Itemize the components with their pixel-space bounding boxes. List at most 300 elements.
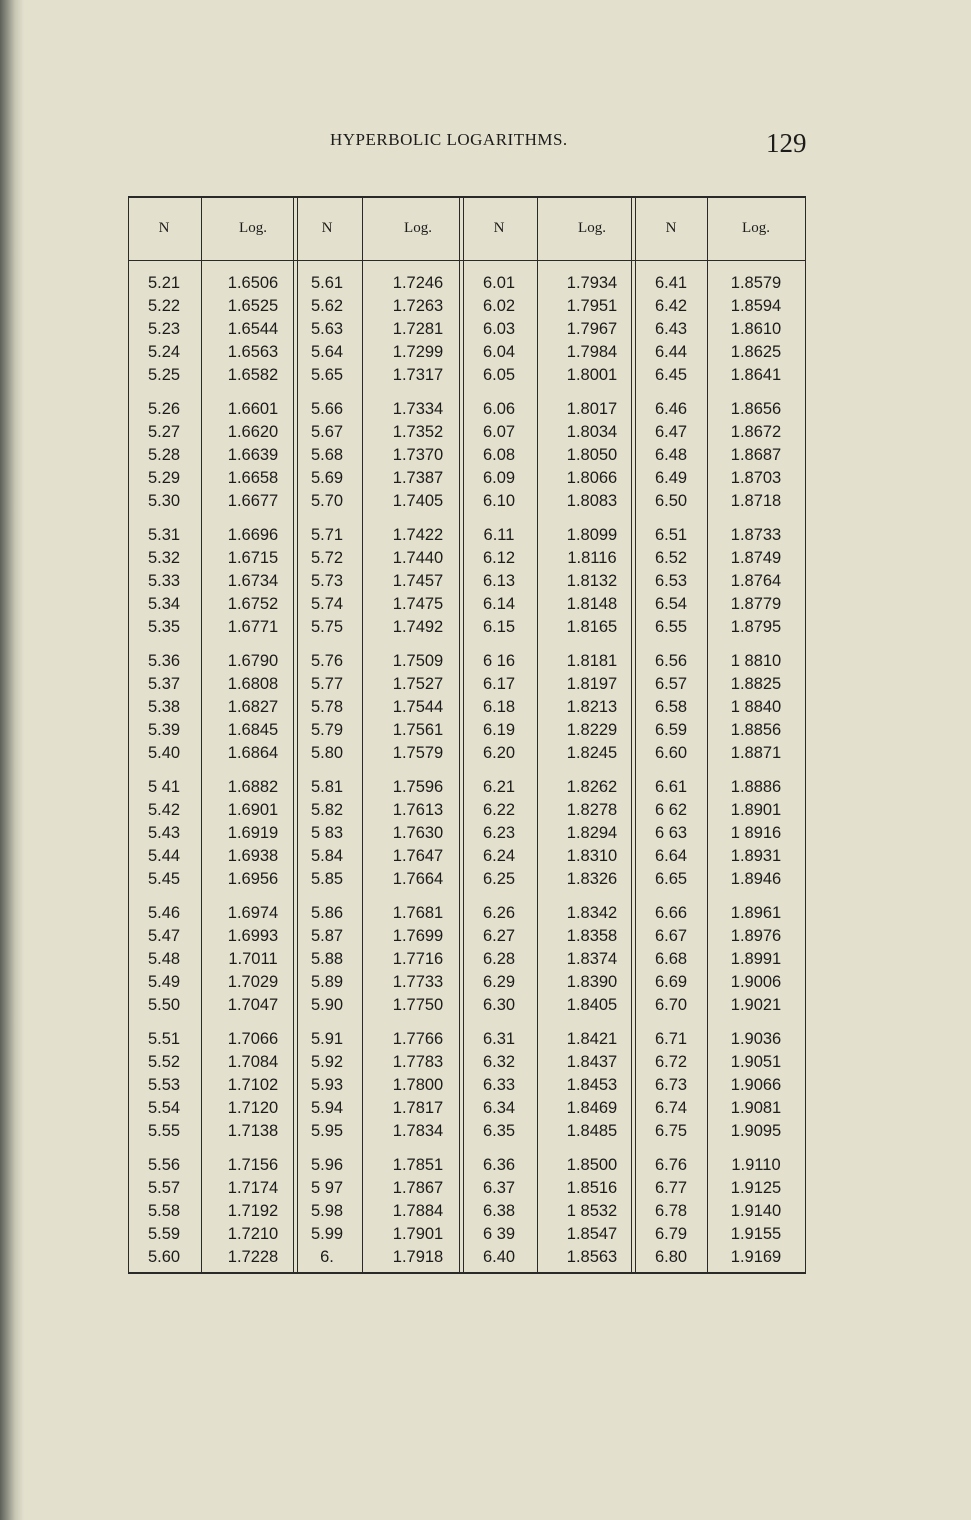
n-value-cell: 6.36 <box>482 1156 516 1174</box>
log-value-cell: 1.8405 <box>566 996 618 1014</box>
log-value-cell: 1.6696 <box>227 526 279 544</box>
table-row <box>129 1030 805 1053</box>
log-value-cell: 1 8916 <box>730 824 782 842</box>
n-value-cell: 6.46 <box>654 400 688 418</box>
n-value-cell: 6.33 <box>482 1076 516 1094</box>
table-row <box>129 1225 805 1248</box>
log-value-cell: 1.7596 <box>392 778 444 796</box>
log-value-cell: 1.8165 <box>566 618 618 636</box>
table-row <box>129 847 805 870</box>
n-value-cell: 5.75 <box>310 618 344 636</box>
n-value-cell: 6.69 <box>654 973 688 991</box>
log-value-cell: 1.6506 <box>227 274 279 292</box>
page-number: 129 <box>766 128 807 158</box>
n-value-cell: 5.85 <box>310 870 344 888</box>
log-value-cell: 1.8976 <box>730 927 782 945</box>
n-value-cell: 5.55 <box>147 1122 181 1140</box>
log-value-cell: 1.6993 <box>227 927 279 945</box>
log-value-cell: 1.7210 <box>227 1225 279 1243</box>
log-value-cell: 1.6601 <box>227 400 279 418</box>
log-value-cell: 1.6956 <box>227 870 279 888</box>
log-value-cell: 1.8485 <box>566 1122 618 1140</box>
column-header: N <box>321 220 333 236</box>
n-value-cell: 6.35 <box>482 1122 516 1140</box>
log-value-cell: 1.8687 <box>730 446 782 464</box>
table-row <box>129 549 805 572</box>
n-value-cell: 6.23 <box>482 824 516 842</box>
n-value-cell: 6.79 <box>654 1225 688 1243</box>
n-value-cell: 5.30 <box>147 492 181 510</box>
n-value-cell: 6.58 <box>654 698 688 716</box>
n-value-cell: 6 39 <box>482 1225 516 1243</box>
n-value-cell: 5.73 <box>310 572 344 590</box>
log-value-cell: 1.8946 <box>730 870 782 888</box>
n-value-cell: 5.63 <box>310 320 344 338</box>
n-value-cell: 6.74 <box>654 1099 688 1117</box>
n-value-cell: 6.18 <box>482 698 516 716</box>
n-value-cell: 6.67 <box>654 927 688 945</box>
table-row <box>129 297 805 320</box>
log-value-cell: 1.7867 <box>392 1179 444 1197</box>
log-value-cell: 1.6620 <box>227 423 279 441</box>
n-value-cell: 6.72 <box>654 1053 688 1071</box>
n-value-cell: 5.86 <box>310 904 344 922</box>
log-value-cell: 1.6639 <box>227 446 279 464</box>
running-head: HYPERBOLIC LOGARITHMS. <box>330 130 568 149</box>
column-header: N <box>493 220 505 236</box>
n-value-cell: 5.47 <box>147 927 181 945</box>
header-rule <box>129 260 805 261</box>
log-value-cell: 1.7509 <box>392 652 444 670</box>
log-value-cell: 1.8547 <box>566 1225 618 1243</box>
n-value-cell: 6.06 <box>482 400 516 418</box>
log-value-cell: 1.8034 <box>566 423 618 441</box>
table-row <box>129 526 805 549</box>
log-value-cell: 1.8718 <box>730 492 782 510</box>
n-value-cell: 5.53 <box>147 1076 181 1094</box>
log-value-cell: 1.8358 <box>566 927 618 945</box>
log-value-cell: 1.6677 <box>227 492 279 510</box>
log-value-cell: 1.6845 <box>227 721 279 739</box>
table-row <box>129 675 805 698</box>
n-value-cell: 6. <box>320 1248 334 1266</box>
n-value-cell: 6.50 <box>654 492 688 510</box>
log-value-cell: 1.7934 <box>566 274 618 292</box>
column-header: Log. <box>578 220 606 236</box>
n-value-cell: 6.37 <box>482 1179 516 1197</box>
n-value-cell: 6.45 <box>654 366 688 384</box>
n-value-cell: 6.43 <box>654 320 688 338</box>
n-value-cell: 5 41 <box>147 778 181 796</box>
log-value-cell: 1.7800 <box>392 1076 444 1094</box>
log-value-cell: 1.9155 <box>730 1225 782 1243</box>
log-value-cell: 1.8001 <box>566 366 618 384</box>
log-value-cell: 1.8656 <box>730 400 782 418</box>
table-row <box>129 1076 805 1099</box>
log-value-cell: 1.8099 <box>566 526 618 544</box>
n-value-cell: 5.81 <box>310 778 344 796</box>
log-value-cell: 1.7228 <box>227 1248 279 1266</box>
log-value-cell: 1.7647 <box>392 847 444 865</box>
log-value-cell: 1.7047 <box>227 996 279 1014</box>
log-value-cell: 1.7783 <box>392 1053 444 1071</box>
n-value-cell: 5.26 <box>147 400 181 418</box>
n-value-cell: 5.23 <box>147 320 181 338</box>
n-value-cell: 6.65 <box>654 870 688 888</box>
log-value-cell: 1.8294 <box>566 824 618 842</box>
log-value-cell: 1.8326 <box>566 870 618 888</box>
column-header: N <box>665 220 677 236</box>
log-value-cell: 1.7370 <box>392 446 444 464</box>
table-row <box>129 1202 805 1225</box>
log-value-cell: 1.6525 <box>227 297 279 315</box>
log-value-cell: 1.8856 <box>730 721 782 739</box>
n-value-cell: 6.75 <box>654 1122 688 1140</box>
n-value-cell: 5.96 <box>310 1156 344 1174</box>
log-value-cell: 1.6715 <box>227 549 279 567</box>
n-value-cell: 5.38 <box>147 698 181 716</box>
n-value-cell: 5.87 <box>310 927 344 945</box>
log-value-cell: 1.7613 <box>392 801 444 819</box>
log-value-cell: 1.7733 <box>392 973 444 991</box>
n-value-cell: 5 97 <box>310 1179 344 1197</box>
log-value-cell: 1.7174 <box>227 1179 279 1197</box>
table-row <box>129 1099 805 1122</box>
log-value-cell: 1.8672 <box>730 423 782 441</box>
log-value-cell: 1.7281 <box>392 320 444 338</box>
n-value-cell: 5.89 <box>310 973 344 991</box>
log-value-cell: 1.6808 <box>227 675 279 693</box>
log-value-cell: 1.6974 <box>227 904 279 922</box>
n-value-cell: 6 63 <box>654 824 688 842</box>
log-value-cell: 1.8579 <box>730 274 782 292</box>
log-value-cell: 1.7102 <box>227 1076 279 1094</box>
log-value-cell: 1.6827 <box>227 698 279 716</box>
n-value-cell: 5.91 <box>310 1030 344 1048</box>
table-row <box>129 1156 805 1179</box>
n-value-cell: 6.80 <box>654 1248 688 1266</box>
log-value-cell: 1.8083 <box>566 492 618 510</box>
log-value-cell: 1.8050 <box>566 446 618 464</box>
n-value-cell: 5.46 <box>147 904 181 922</box>
n-value-cell: 5.21 <box>147 274 181 292</box>
n-value-cell: 6.20 <box>482 744 516 762</box>
log-value-cell: 1.8703 <box>730 469 782 487</box>
log-value-cell: 1.8421 <box>566 1030 618 1048</box>
log-value-cell: 1.7387 <box>392 469 444 487</box>
n-value-cell: 5.92 <box>310 1053 344 1071</box>
n-value-cell: 6.05 <box>482 366 516 384</box>
n-value-cell: 5.69 <box>310 469 344 487</box>
n-value-cell: 5.25 <box>147 366 181 384</box>
n-value-cell: 6.76 <box>654 1156 688 1174</box>
n-value-cell: 5.34 <box>147 595 181 613</box>
log-value-cell: 1.7405 <box>392 492 444 510</box>
log-value-cell: 1.7766 <box>392 1030 444 1048</box>
log-value-cell: 1.7156 <box>227 1156 279 1174</box>
n-value-cell: 6.30 <box>482 996 516 1014</box>
table-row <box>129 423 805 446</box>
log-value-cell: 1.8469 <box>566 1099 618 1117</box>
log-value-cell: 1.7029 <box>227 973 279 991</box>
log-value-cell: 1.7440 <box>392 549 444 567</box>
n-value-cell: 6 62 <box>654 801 688 819</box>
log-value-cell: 1.8374 <box>566 950 618 968</box>
n-value-cell: 6.10 <box>482 492 516 510</box>
log-value-cell: 1.7263 <box>392 297 444 315</box>
n-value-cell: 6.61 <box>654 778 688 796</box>
log-value-cell: 1.8017 <box>566 400 618 418</box>
n-value-cell: 5.72 <box>310 549 344 567</box>
log-value-cell: 1 8810 <box>730 652 782 670</box>
n-value-cell: 5.43 <box>147 824 181 842</box>
n-value-cell: 6.25 <box>482 870 516 888</box>
table-row <box>129 469 805 492</box>
n-value-cell: 5.56 <box>147 1156 181 1174</box>
n-value-cell: 6.24 <box>482 847 516 865</box>
n-value-cell: 6 16 <box>482 652 516 670</box>
log-value-cell: 1.8733 <box>730 526 782 544</box>
n-value-cell: 5.78 <box>310 698 344 716</box>
log-value-cell: 1.7084 <box>227 1053 279 1071</box>
n-value-cell: 5.31 <box>147 526 181 544</box>
n-value-cell: 6.15 <box>482 618 516 636</box>
log-value-cell: 1.7750 <box>392 996 444 1014</box>
log-value-cell: 1.7817 <box>392 1099 444 1117</box>
n-value-cell: 5.60 <box>147 1248 181 1266</box>
log-value-cell: 1.6790 <box>227 652 279 670</box>
n-value-cell: 5.98 <box>310 1202 344 1220</box>
log-value-cell: 1.8342 <box>566 904 618 922</box>
log-value-cell: 1.8148 <box>566 595 618 613</box>
table-row <box>129 778 805 801</box>
table-row <box>129 698 805 721</box>
log-value-cell: 1.6864 <box>227 744 279 762</box>
log-value-cell: 1.8181 <box>566 652 618 670</box>
n-value-cell: 5.70 <box>310 492 344 510</box>
table-row <box>129 904 805 927</box>
log-value-cell: 1.8764 <box>730 572 782 590</box>
n-value-cell: 6.17 <box>482 675 516 693</box>
n-value-cell: 5.22 <box>147 297 181 315</box>
n-value-cell: 6.68 <box>654 950 688 968</box>
log-value-cell: 1.8779 <box>730 595 782 613</box>
n-value-cell: 5.33 <box>147 572 181 590</box>
table-row <box>129 446 805 469</box>
n-value-cell: 5.39 <box>147 721 181 739</box>
n-value-cell: 5.54 <box>147 1099 181 1117</box>
log-value-cell: 1.6563 <box>227 343 279 361</box>
table-row <box>129 595 805 618</box>
log-value-cell: 1.7544 <box>392 698 444 716</box>
n-value-cell: 6.60 <box>654 744 688 762</box>
log-value-cell: 1.9006 <box>730 973 782 991</box>
n-value-cell: 6.11 <box>483 526 515 544</box>
n-value-cell: 5.48 <box>147 950 181 968</box>
log-value-cell: 1.8262 <box>566 778 618 796</box>
log-value-cell: 1.7138 <box>227 1122 279 1140</box>
table-row <box>129 1248 805 1271</box>
log-value-cell: 1.8390 <box>566 973 618 991</box>
column-header: N <box>158 220 170 236</box>
n-value-cell: 5.28 <box>147 446 181 464</box>
log-value-cell: 1.7246 <box>392 274 444 292</box>
log-value-cell: 1.7457 <box>392 572 444 590</box>
log-value-cell: 1.7681 <box>392 904 444 922</box>
table-row <box>129 1122 805 1145</box>
n-value-cell: 5.52 <box>147 1053 181 1071</box>
log-value-cell: 1.7901 <box>392 1225 444 1243</box>
log-value-cell: 1.6882 <box>227 778 279 796</box>
n-value-cell: 6.70 <box>654 996 688 1014</box>
log-value-cell: 1.6582 <box>227 366 279 384</box>
n-value-cell: 6.56 <box>654 652 688 670</box>
n-value-cell: 5.49 <box>147 973 181 991</box>
n-value-cell: 6.73 <box>654 1076 688 1094</box>
log-value-cell: 1.7699 <box>392 927 444 945</box>
table-row <box>129 801 805 824</box>
log-value-cell: 1.8901 <box>730 801 782 819</box>
column-header: Log. <box>239 220 267 236</box>
table-row <box>129 1179 805 1202</box>
log-value-cell: 1.8213 <box>566 698 618 716</box>
n-value-cell: 5.84 <box>310 847 344 865</box>
n-value-cell: 6.52 <box>654 549 688 567</box>
log-value-cell: 1.8132 <box>566 572 618 590</box>
n-value-cell: 6.04 <box>482 343 516 361</box>
n-value-cell: 5.95 <box>310 1122 344 1140</box>
n-value-cell: 6.78 <box>654 1202 688 1220</box>
n-value-cell: 5.94 <box>310 1099 344 1117</box>
log-value-cell: 1.7299 <box>392 343 444 361</box>
n-value-cell: 5.57 <box>147 1179 181 1197</box>
log-value-cell: 1.9125 <box>730 1179 782 1197</box>
log-value-cell: 1.8886 <box>730 778 782 796</box>
n-value-cell: 6.55 <box>654 618 688 636</box>
log-value-cell: 1.8066 <box>566 469 618 487</box>
log-value-cell: 1.7192 <box>227 1202 279 1220</box>
table-row <box>129 652 805 675</box>
log-value-cell: 1.7011 <box>228 950 278 968</box>
n-value-cell: 5.64 <box>310 343 344 361</box>
log-value-cell: 1.8453 <box>566 1076 618 1094</box>
log-value-cell: 1.9095 <box>730 1122 782 1140</box>
log-value-cell: 1.7630 <box>392 824 444 842</box>
n-value-cell: 6.29 <box>482 973 516 991</box>
n-value-cell: 5.29 <box>147 469 181 487</box>
n-value-cell: 5.76 <box>310 652 344 670</box>
log-value-cell: 1.6544 <box>227 320 279 338</box>
table-row <box>129 618 805 641</box>
log-value-cell: 1.6658 <box>227 469 279 487</box>
log-value-cell: 1.7561 <box>392 721 444 739</box>
log-value-cell: 1.9169 <box>730 1248 782 1266</box>
table-row <box>129 572 805 595</box>
n-value-cell: 6.40 <box>482 1248 516 1266</box>
column-header: Log. <box>404 220 432 236</box>
log-value-cell: 1.9066 <box>730 1076 782 1094</box>
n-value-cell: 6.07 <box>482 423 516 441</box>
n-value-cell: 6.77 <box>654 1179 688 1197</box>
n-value-cell: 6.13 <box>482 572 516 590</box>
log-value-cell: 1.7475 <box>392 595 444 613</box>
log-value-cell: 1.8437 <box>566 1053 618 1071</box>
log-value-cell: 1.7527 <box>392 675 444 693</box>
n-value-cell: 6.66 <box>654 904 688 922</box>
log-value-cell: 1.7951 <box>566 297 618 315</box>
log-value-cell: 1.8245 <box>566 744 618 762</box>
n-value-cell: 5.40 <box>147 744 181 762</box>
n-value-cell: 5 83 <box>310 824 344 842</box>
n-value-cell: 6.02 <box>482 297 516 315</box>
log-value-cell: 1.8871 <box>730 744 782 762</box>
n-value-cell: 6.34 <box>482 1099 516 1117</box>
table-row <box>129 824 805 847</box>
log-value-cell: 1.8229 <box>566 721 618 739</box>
n-value-cell: 5.99 <box>310 1225 344 1243</box>
n-value-cell: 6.12 <box>482 549 516 567</box>
log-value-cell: 1.7317 <box>392 366 444 384</box>
table-row <box>129 996 805 1019</box>
log-value-cell: 1.7422 <box>392 526 444 544</box>
log-value-cell: 1.8500 <box>566 1156 618 1174</box>
log-value-cell: 1.8991 <box>730 950 782 968</box>
log-value-cell: 1.7066 <box>227 1030 279 1048</box>
log-value-cell: 1.6734 <box>227 572 279 590</box>
n-value-cell: 5.24 <box>147 343 181 361</box>
table-row <box>129 400 805 423</box>
log-value-cell: 1.8278 <box>566 801 618 819</box>
log-value-cell: 1.7884 <box>392 1202 444 1220</box>
n-value-cell: 5.82 <box>310 801 344 819</box>
n-value-cell: 6.48 <box>654 446 688 464</box>
log-value-cell: 1.8625 <box>730 343 782 361</box>
log-value-cell: 1.7967 <box>566 320 618 338</box>
n-value-cell: 6.38 <box>482 1202 516 1220</box>
n-value-cell: 6.47 <box>654 423 688 441</box>
log-value-cell: 1.9051 <box>730 1053 782 1071</box>
n-value-cell: 6.01 <box>482 274 516 292</box>
log-value-cell: 1.7352 <box>392 423 444 441</box>
n-value-cell: 5.44 <box>147 847 181 865</box>
log-value-cell: 1.7492 <box>392 618 444 636</box>
n-value-cell: 5.79 <box>310 721 344 739</box>
n-value-cell: 6.21 <box>482 778 516 796</box>
table-row <box>129 320 805 343</box>
log-value-cell: 1.9036 <box>730 1030 782 1048</box>
n-value-cell: 5.77 <box>310 675 344 693</box>
log-value-cell: 1.7716 <box>392 950 444 968</box>
n-value-cell: 5.51 <box>147 1030 181 1048</box>
log-value-cell: 1.7664 <box>392 870 444 888</box>
n-value-cell: 5.71 <box>310 526 344 544</box>
n-value-cell: 6.19 <box>482 721 516 739</box>
log-value-cell: 1.8961 <box>730 904 782 922</box>
n-value-cell: 6.22 <box>482 801 516 819</box>
log-value-cell: 1.6938 <box>227 847 279 865</box>
log-value-cell: 1.9110 <box>731 1156 781 1174</box>
table-row <box>129 721 805 744</box>
table-row <box>129 492 805 515</box>
table-row <box>129 343 805 366</box>
log-value-cell: 1.8931 <box>730 847 782 865</box>
log-value-cell: 1.6901 <box>227 801 279 819</box>
log-value-cell: 1.7579 <box>392 744 444 762</box>
table-row <box>129 1053 805 1076</box>
table-row <box>129 366 805 389</box>
n-value-cell: 6.71 <box>654 1030 688 1048</box>
table-row <box>129 927 805 950</box>
